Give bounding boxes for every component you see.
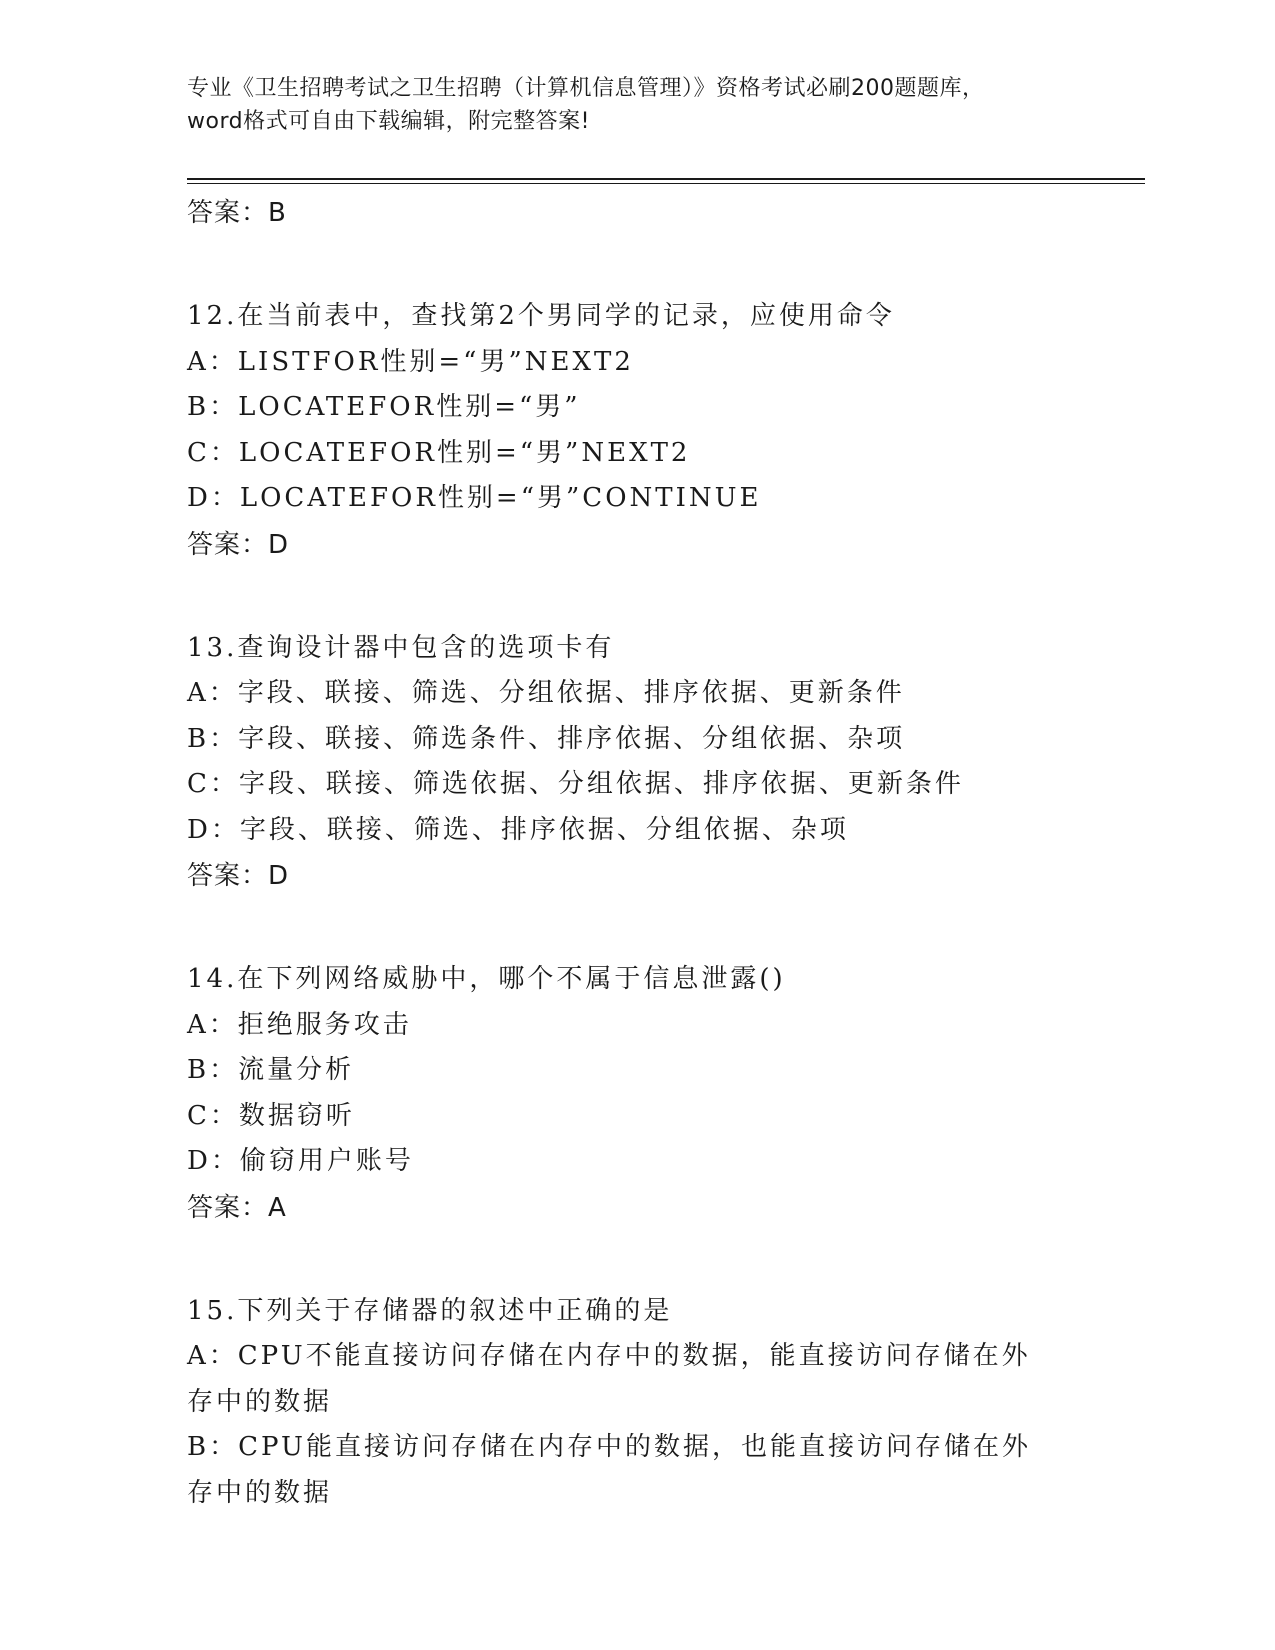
answer-label: 答案：: [187, 861, 269, 891]
answer-line: [187, 853, 1087, 899]
answer-line: [187, 1185, 1087, 1231]
answer-label: 答案：: [187, 529, 269, 560]
option-a: A：LISTFOR性别=“男”NEXT2: [187, 346, 634, 377]
option-a: A：字段、联接、筛选、分组依据、排序依据、更新条件: [187, 678, 905, 708]
question-title: 12.在当前表中，查找第2个男同学的记录，应使用命令: [187, 301, 895, 331]
answer-label: 答案：: [187, 1192, 269, 1223]
answer-label: 答案：: [187, 198, 269, 228]
header-rule: [187, 178, 1145, 180]
option-b: B：CPU能直接访问存储在内存中的数据，也能直接访问存储在外存中的数据: [187, 1432, 1031, 1508]
question-title: 13.查询设计器中包含的选项卡有: [187, 632, 615, 663]
question-block: [187, 1289, 1087, 1517]
option-b: B：字段、联接、筛选条件、排序依据、分组依据、杂项: [187, 723, 906, 754]
option-a: A：CPU不能直接访问存储在内存中的数据，能直接访问存储在外存中的数据: [187, 1341, 1031, 1417]
question-title: 15.下列关于存储器的叙述中正确的是: [187, 1295, 673, 1326]
header-line-1: 专业《卫生招聘考试之卫生招聘（计算机信息管理）》资格考试必刷200题题库，: [187, 76, 985, 101]
option-c: C：LOCATEFOR性别=“男”NEXT2: [187, 437, 691, 468]
answer-value: D: [268, 529, 289, 560]
document-header: [187, 72, 1087, 138]
option-c: C：字段、联接、筛选依据、分组依据、排序依据、更新条件: [187, 769, 964, 799]
option-d: D：LOCATEFOR性别=“男”CONTINUE: [187, 483, 762, 513]
question-block: [187, 626, 1087, 900]
answer-value: D: [268, 861, 289, 891]
answer-value: B: [268, 198, 286, 228]
option-b: B：流量分析: [187, 1055, 355, 1085]
answer-line: [187, 522, 1087, 568]
option-a: A：拒绝服务攻击: [187, 1009, 412, 1040]
answer-value: A: [268, 1192, 286, 1223]
question-block: [187, 957, 1087, 1231]
question-list: [187, 190, 1087, 1516]
option-d: D：字段、联接、筛选、排序依据、分组依据、杂项: [187, 814, 849, 845]
header-rule-thin: [187, 183, 1145, 184]
question-title: 14.在下列网络威胁中，哪个不属于信息泄露(): [187, 964, 786, 994]
option-b: B：LOCATEFOR性别=“男”: [187, 392, 581, 422]
question-block: [187, 294, 1087, 568]
header-line-2: word格式可自由下载编辑，附完整答案!: [187, 109, 590, 134]
answer-line: [187, 190, 1087, 236]
option-d: D：偷窃用户账号: [187, 1146, 414, 1176]
option-c: C：数据窃听: [187, 1100, 355, 1131]
